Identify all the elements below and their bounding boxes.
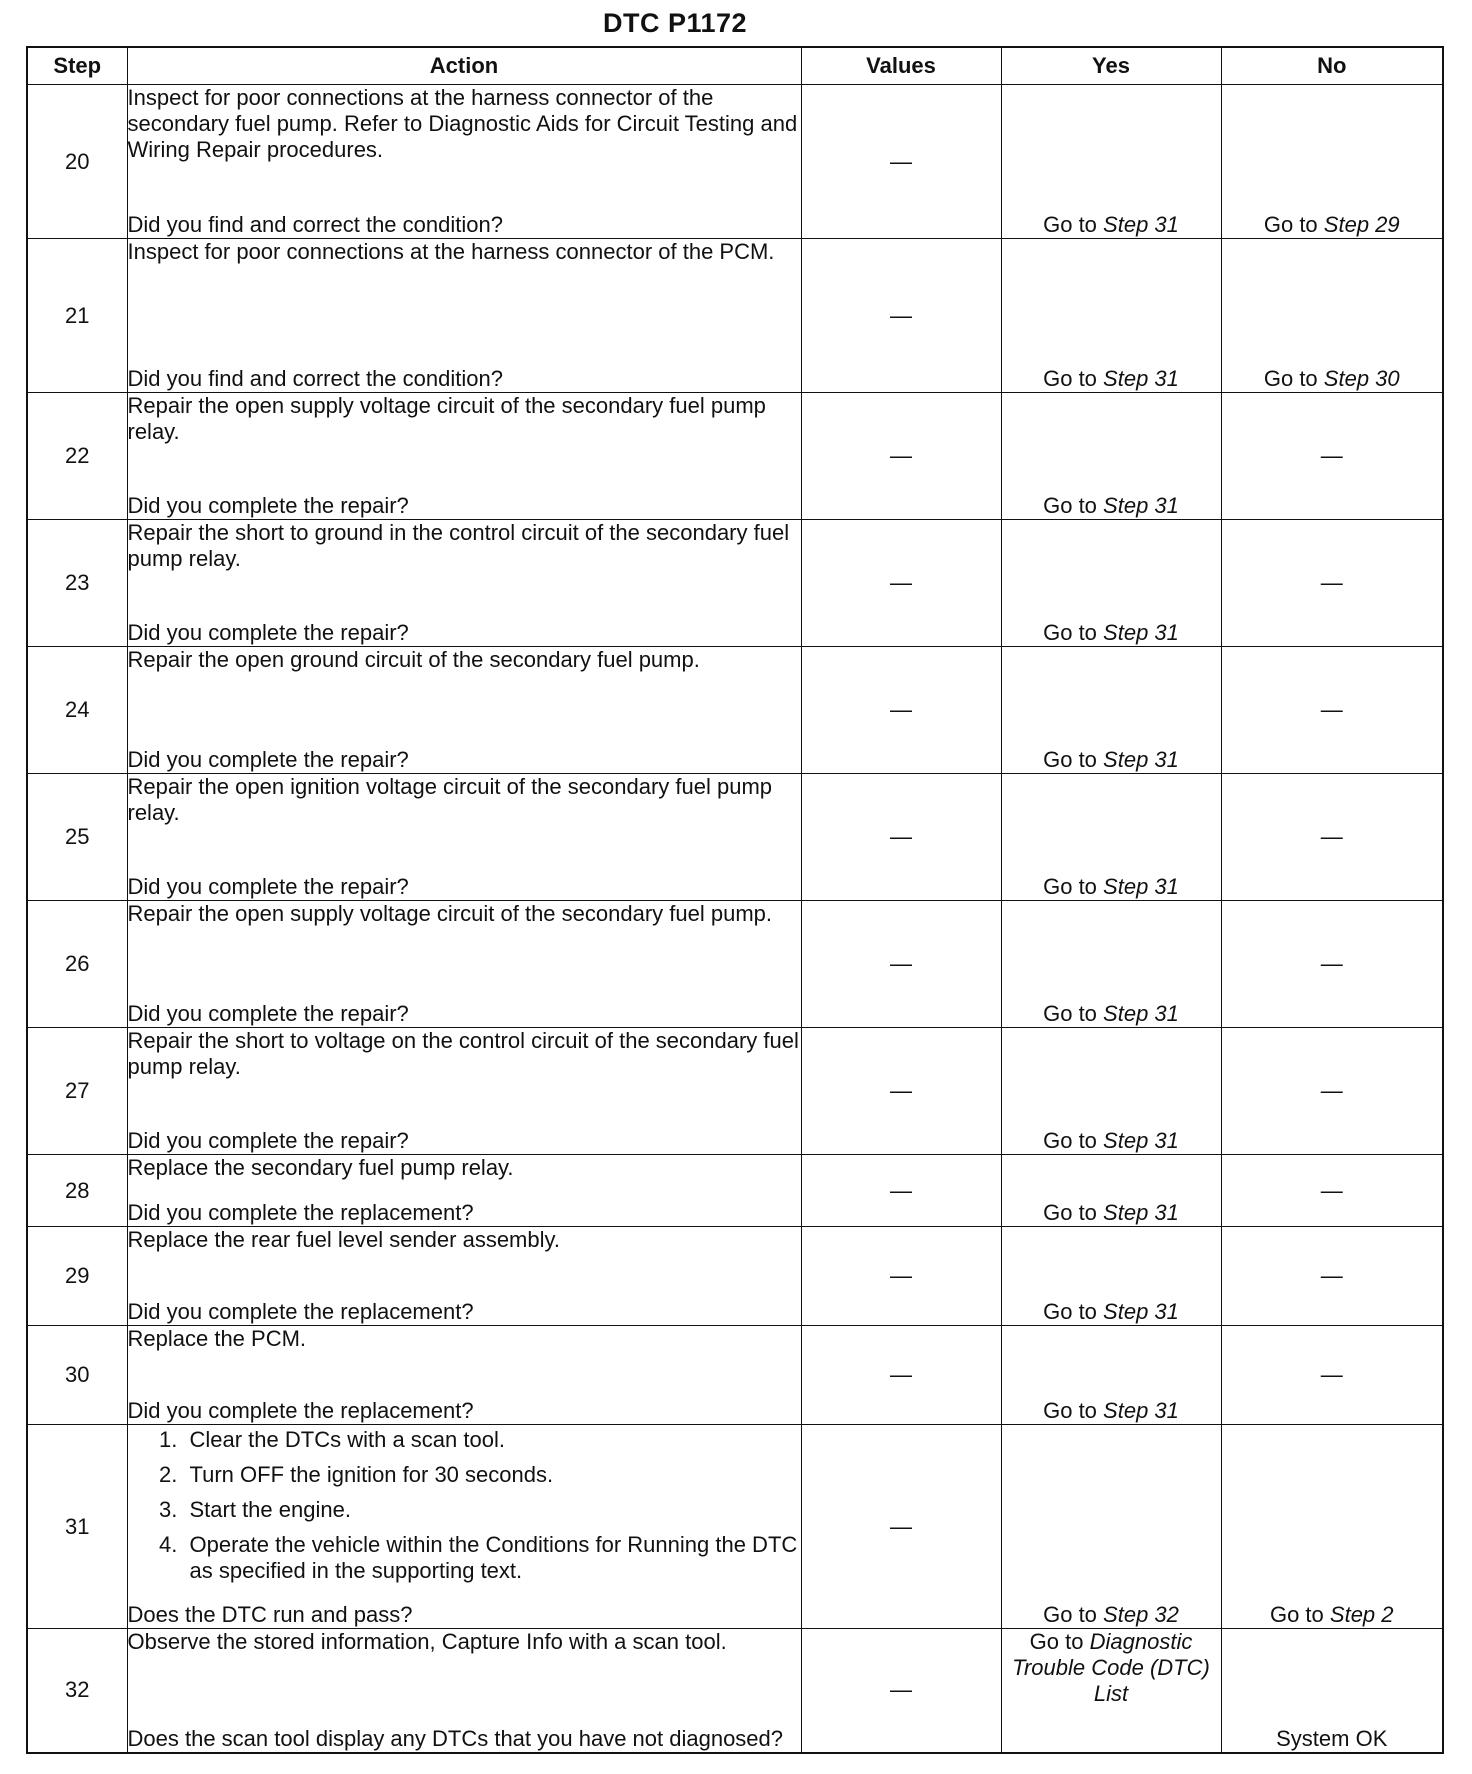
yes-prefix: Go to xyxy=(1043,1001,1097,1026)
yes-cell xyxy=(1001,1425,1221,1629)
values-cell: — xyxy=(801,774,1001,901)
action-cell xyxy=(127,1425,801,1629)
action-question: Does the scan tool display any DTCs that you have not diagnosed? xyxy=(127,1725,784,1751)
yes-cell xyxy=(1001,239,1221,393)
step-number: 32 xyxy=(27,1629,127,1753)
action-question: Did you complete the repair? xyxy=(127,620,409,645)
step-number: 31 xyxy=(27,1425,127,1629)
action-question: Did you complete the replacement? xyxy=(127,1299,474,1324)
action-cell xyxy=(127,1227,801,1326)
action-cell xyxy=(127,647,801,774)
step-number: 21 xyxy=(27,239,127,393)
yes-step-link: Step 31 xyxy=(1103,1001,1179,1026)
table-row xyxy=(27,1028,1443,1155)
yes-cell xyxy=(1001,85,1221,239)
action-question: Did you complete the repair? xyxy=(127,493,409,518)
action-question: Does the DTC run and pass? xyxy=(127,1602,413,1627)
action-description: Repair the open supply voltage circuit of the secondary fuel pump relay. xyxy=(127,393,766,444)
yes-step-link: Step 31 xyxy=(1103,1128,1179,1153)
values-cell: — xyxy=(801,1155,1001,1227)
table-row xyxy=(27,1425,1443,1629)
table-row xyxy=(27,901,1443,1028)
yes-cell xyxy=(1001,1629,1221,1753)
yes-prefix: Go to xyxy=(1043,1200,1097,1225)
header-step: Step xyxy=(27,47,127,85)
step-number: 24 xyxy=(27,647,127,774)
action-question: Did you complete the repair? xyxy=(127,1001,409,1026)
action-description: Repair the short to ground in the control circuit of the secondary fuel pump relay. xyxy=(127,520,790,571)
values-cell: — xyxy=(801,85,1001,239)
table-row xyxy=(27,239,1443,393)
yes-step-link: Step 31 xyxy=(1103,874,1179,899)
action-cell xyxy=(127,239,801,393)
yes-cell xyxy=(1001,520,1221,647)
yes-cell xyxy=(1001,1155,1221,1227)
action-description: Replace the secondary fuel pump relay. xyxy=(127,1155,514,1180)
step-number: 26 xyxy=(27,901,127,1028)
yes-prefix: Go to xyxy=(1043,874,1097,899)
action-cell xyxy=(127,520,801,647)
list-item: 1. Clear the DTCs with a scan tool. xyxy=(184,1427,801,1453)
table-row xyxy=(27,1227,1443,1326)
values-cell: — xyxy=(801,520,1001,647)
yes-cell xyxy=(1001,1028,1221,1155)
no-cell: — xyxy=(1221,1155,1443,1227)
table-row xyxy=(27,1155,1443,1227)
values-cell: — xyxy=(801,1629,1001,1753)
no-cell: — xyxy=(1221,647,1443,774)
action-question: Did you complete the replacement? xyxy=(127,1398,474,1423)
values-cell: — xyxy=(801,1326,1001,1425)
step-number: 27 xyxy=(27,1028,127,1155)
step-number: 25 xyxy=(27,774,127,901)
action-description: Replace the rear fuel level sender assembly. xyxy=(127,1227,560,1252)
action-question: Did you complete the repair? xyxy=(127,1128,409,1153)
no-cell: — xyxy=(1221,1028,1443,1155)
page-title: DTC P1172 xyxy=(602,8,748,38)
step-number: 23 xyxy=(27,520,127,647)
action-description: Repair the open ground circuit of the secondary fuel pump. xyxy=(127,647,700,672)
yes-cell xyxy=(1001,901,1221,1028)
action-question: Did you complete the repair? xyxy=(127,747,409,772)
action-question: Did you complete the repair? xyxy=(127,874,409,899)
yes-step-link: Step 31 xyxy=(1103,493,1179,518)
no-cell: System OK xyxy=(1221,1629,1443,1753)
yes-step-link: Step 32 xyxy=(1103,1602,1179,1627)
yes-step-link: Step 31 xyxy=(1103,620,1179,645)
table-row xyxy=(27,647,1443,774)
header-values: Values xyxy=(801,47,1001,85)
action-cell xyxy=(127,1028,801,1155)
header-row xyxy=(27,47,1443,85)
yes-step-link: Step 31 xyxy=(1103,1299,1179,1324)
yes-step-link: Step 31 xyxy=(1103,1200,1179,1225)
no-step-link: Step 29 xyxy=(1323,212,1400,237)
no-step-link: Step 2 xyxy=(1329,1602,1394,1627)
step-number: 28 xyxy=(27,1155,127,1227)
no-prefix: Go to xyxy=(1263,212,1318,237)
no-cell: — xyxy=(1221,1326,1443,1425)
no-cell: — xyxy=(1221,393,1443,520)
no-cell: — xyxy=(1221,1227,1443,1326)
values-cell: — xyxy=(801,1227,1001,1326)
action-question: Did you find and correct the condition? xyxy=(127,212,503,237)
dtc-list-link: Diagnostic Trouble Code (DTC) List xyxy=(1012,1629,1210,1706)
action-question: Did you find and correct the condition? xyxy=(127,366,503,391)
action-cell xyxy=(127,901,801,1028)
table-row xyxy=(27,85,1443,239)
yes-prefix: Go to xyxy=(1043,366,1097,391)
no-cell xyxy=(1221,85,1443,239)
yes-prefix: Go to xyxy=(1043,1299,1097,1324)
table-row xyxy=(27,774,1443,901)
yes-cell xyxy=(1001,1326,1221,1425)
list-item: 3. Start the engine. xyxy=(184,1497,801,1523)
action-description: Repair the short to voltage on the control circuit of the secondary fuel pump relay. xyxy=(127,1028,799,1079)
action-cell xyxy=(127,774,801,901)
no-cell: — xyxy=(1221,774,1443,901)
yes-prefix: Go to xyxy=(1043,747,1097,772)
action-description: Repair the open ignition voltage circuit of the secondary fuel pump relay. xyxy=(127,774,772,825)
values-cell: — xyxy=(801,1028,1001,1155)
action-description: Observe the stored information, Capture Info with a scan tool. xyxy=(127,1629,727,1654)
header-no: No xyxy=(1221,47,1443,85)
action-cell xyxy=(127,393,801,520)
action-description: Repair the open supply voltage circuit of the secondary fuel pump. xyxy=(127,901,772,926)
step-number: 22 xyxy=(27,393,127,520)
yes-cell xyxy=(1001,774,1221,901)
action-cell xyxy=(127,1155,801,1227)
no-cell xyxy=(1221,1425,1443,1629)
yes-prefix: Go to xyxy=(1043,1128,1097,1153)
values-cell: — xyxy=(801,647,1001,774)
table-row xyxy=(27,1326,1443,1425)
table-row xyxy=(27,393,1443,520)
table-row xyxy=(27,1629,1443,1753)
yes-step-link: Step 31 xyxy=(1103,1398,1179,1423)
dtc-table xyxy=(26,46,1444,1754)
no-prefix: Go to xyxy=(1263,366,1318,391)
no-cell: — xyxy=(1221,901,1443,1028)
step-number: 20 xyxy=(27,85,127,239)
action-description: Replace the PCM. xyxy=(127,1326,307,1351)
yes-step-link: Step 31 xyxy=(1103,747,1179,772)
action-description: Inspect for poor connections at the harness connector of the secondary fuel pump. Refer to Diagnostic Aids for Circuit Testing and Wiring Repair procedures. xyxy=(127,85,798,162)
list-item: 4. Operate the vehicle within the Conditions for Running the DTC as specified in the supporting text. xyxy=(184,1532,801,1584)
list-item: 2. Turn OFF the ignition for 30 seconds. xyxy=(184,1462,801,1488)
values-cell: — xyxy=(801,239,1001,393)
yes-prefix: Go to xyxy=(1029,1629,1084,1654)
action-cell xyxy=(127,85,801,239)
values-cell: — xyxy=(801,393,1001,520)
no-step-link: Step 30 xyxy=(1323,366,1400,391)
table-row xyxy=(27,520,1443,647)
action-description: Inspect for poor connections at the harness connector of the PCM. xyxy=(127,239,775,264)
yes-cell xyxy=(1001,647,1221,774)
yes-prefix: Go to xyxy=(1043,493,1097,518)
no-prefix: Go to xyxy=(1269,1602,1324,1627)
header-yes: Yes xyxy=(1001,47,1221,85)
yes-step-link: Step 31 xyxy=(1103,212,1179,237)
step-number: 29 xyxy=(27,1227,127,1326)
yes-step-link: Step 31 xyxy=(1103,366,1179,391)
yes-cell xyxy=(1001,1227,1221,1326)
values-cell: — xyxy=(801,1425,1001,1629)
action-cell xyxy=(127,1629,801,1753)
yes-prefix: Go to xyxy=(1043,620,1097,645)
values-cell: — xyxy=(801,901,1001,1028)
action-cell xyxy=(127,1326,801,1425)
no-cell xyxy=(1221,239,1443,393)
action-question: Did you complete the replacement? xyxy=(127,1200,474,1225)
yes-prefix: Go to xyxy=(1043,1398,1097,1423)
yes-prefix: Go to xyxy=(1043,1602,1097,1627)
no-cell: — xyxy=(1221,520,1443,647)
step-number: 30 xyxy=(27,1326,127,1425)
action-steps-list xyxy=(128,1427,801,1598)
yes-cell xyxy=(1001,393,1221,520)
yes-prefix: Go to xyxy=(1043,212,1097,237)
header-action: Action xyxy=(127,47,801,85)
